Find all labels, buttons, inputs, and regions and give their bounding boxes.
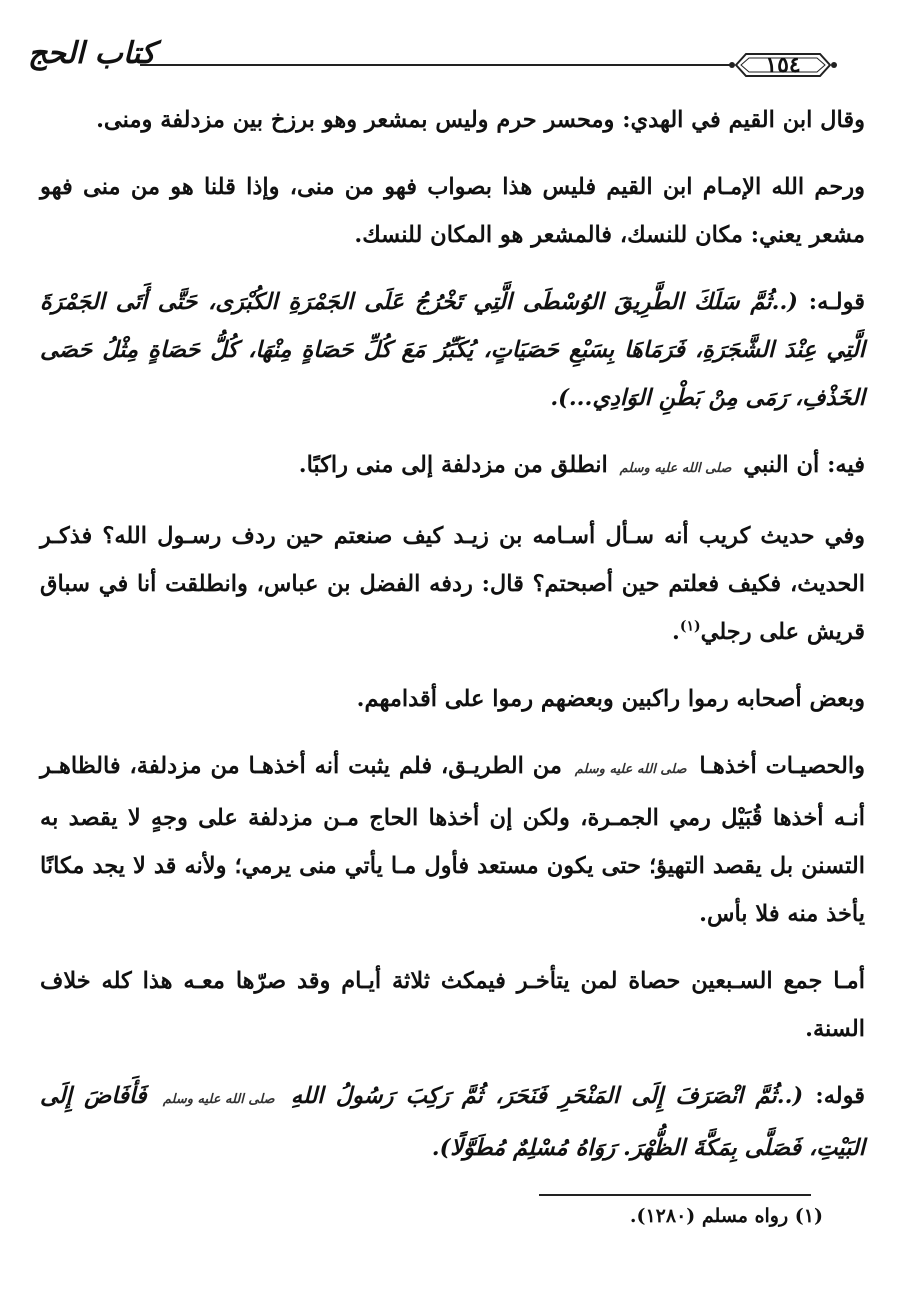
hadith-quote: فَأَفَاضَ إِلَى البَيْتِ، فَصَلَّى بِمَكَّةَ الظُّهْرَ. رَوَاهُ مُسْلِمٌ مُطَوَّلًا). (40, 1083, 865, 1161)
paragraph (40, 512, 865, 656)
footnote-rule (539, 1194, 811, 1196)
page-header (28, 36, 880, 96)
paragraph (40, 1072, 865, 1172)
footnote-ref[interactable]: (١) (679, 618, 701, 635)
hadith-quote: (..ثُمَّ انْصَرَفَ إِلَى المَنْحَرِ فَنَحَرَ، ثُمَّ رَكِبَ رَسُولُ اللهِ (290, 1083, 804, 1109)
hadith-quote: (..ثُمَّ سَلَكَ الطَّرِيقَ الوُسْطَى الَّتِي تَخْرُجُ عَلَى الجَمْرَةِ الكُبْرَى، حَتَّى أَتَى الجَمْرَةَ الَّتِي عِنْدَ الشَّجَرَةِ، فَرَمَاهَا بِسَبْعِ حَصَيَاتٍ، يُكَبِّرُ مَعَ كُلِّ حَصَاةٍ مِنْهَا، كُلُّ حَصَاةٍ مِثْلُ حَصَى الخَذْفِ، رَمَى مِنْ بَطْنِ الوَادِي...). (40, 289, 865, 411)
paragraph-text: انطلق من مزدلفة إلى منى راكبًا. (298, 452, 608, 478)
paragraph-text: فيه: أن النبي (743, 452, 865, 478)
honorific-glyph: صلى الله عليه وسلم (162, 1092, 275, 1107)
paragraph-lead: قوله: (803, 1083, 865, 1109)
paragraph (40, 278, 865, 422)
honorific-glyph: صلى الله عليه وسلم (619, 461, 732, 476)
paragraph: وقال ابن القيم في الهدي: ومحسر حرم وليس بمشعر وهو برزخ بين مزدلفة ومنى. (96, 107, 865, 133)
paragraph: أمـا جمع السـبعين حصاة لمن يتأخـر فيمكث ثلاثة أيـام وقد صرّها معـه هذا كله خلاف السنة. (40, 968, 865, 1042)
book-title: كتاب الحج (28, 36, 156, 71)
paragraph-end: . (671, 619, 680, 645)
footnote: (١) رواه مسلم (١٢٨٠). (629, 1205, 823, 1227)
page-body (40, 96, 865, 1191)
paragraph (40, 742, 865, 938)
honorific-glyph: صلى الله عليه وسلم (574, 762, 687, 777)
header-rule (140, 64, 732, 66)
paragraph (40, 441, 865, 493)
paragraph-lead: قولـه: (797, 289, 865, 315)
paragraph-text: وفي حديث كريب أنه سـأل أسـامه بن زيـد كيف صنعتم حين ردف رسـول الله؟ فذكـر الحديث، فكيف فعلتم حين أصبحتم؟ قال: ردفه الفضل بن عباس، وانطلقت أنا في سباق قريش على رجلي (40, 523, 865, 645)
paragraph: وبعض أصحابه رموا راكبين وبعضهم رموا على أقدامهم. (356, 686, 865, 712)
page-number-frame (728, 48, 838, 82)
paragraph-text: والحصيـات أخذهـا (699, 753, 865, 779)
page-number: ١٥٤ (765, 52, 801, 78)
paragraph: ورحم الله الإمـام ابن القيم فليس هذا بصواب فهو من منى، وإذا قلنا هو من منى فهو مشعر يعني: مكان للنسك، فالمشعر هو المكان للنسك. (40, 174, 865, 248)
paragraph-text: من الطريـق، فلم يثبت أنه أخذهـا من مزدلفة، فالظاهـر أنـه أخذها قُبَيْل رمي الجمـرة، ولكن إن أخذها الحاج مـن مزدلفة على وجهٍ لا يقصد به التسنن بل يقصد التهيؤ؛ حتى يكون مستعد فأول مـا يأتي منى يرمي؛ ولأنه قد لا يجد مكانًا يأخذ منه فلا بأس. (40, 753, 865, 927)
